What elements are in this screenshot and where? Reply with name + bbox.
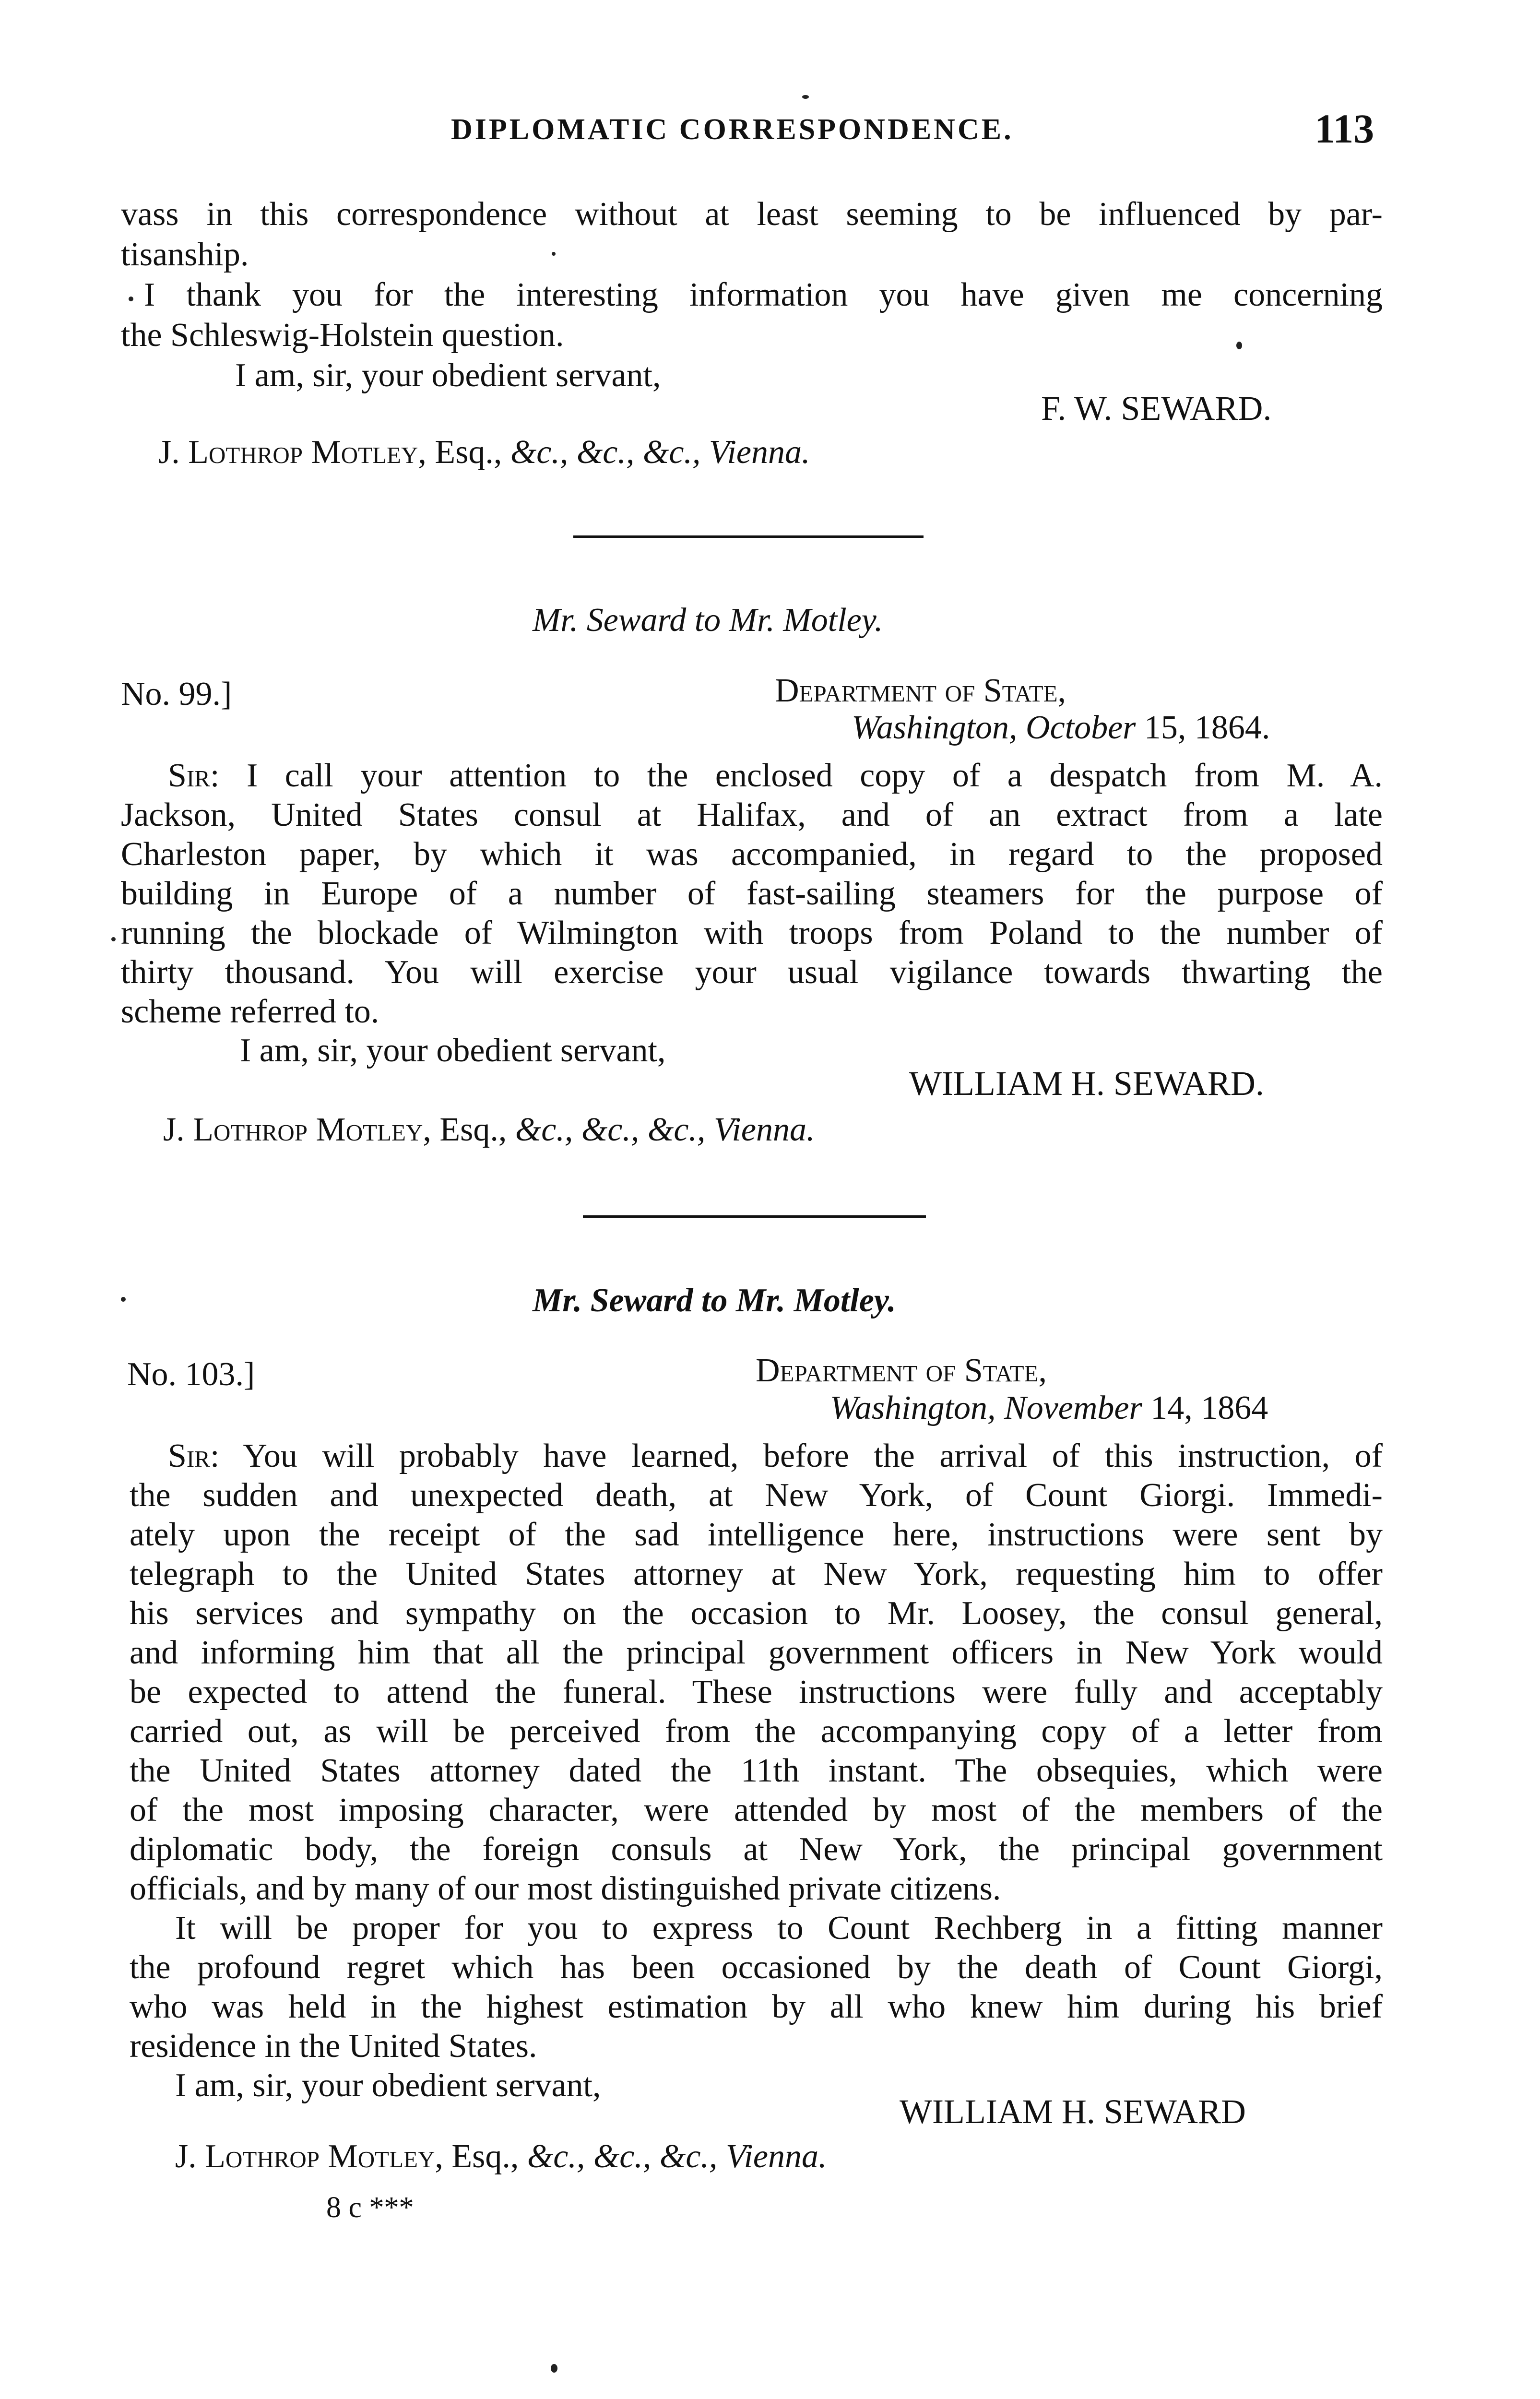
letter-99-body-line-3: Charleston paper, by which it was accompanied, in regard to the proposed	[121, 836, 1383, 873]
salutation: Sir	[168, 757, 210, 794]
letter-99-heading: Mr. Seward to Mr. Motley.	[533, 602, 883, 639]
print-speck	[129, 297, 133, 301]
addressee-name: J. Lothrop Motley	[175, 2138, 435, 2175]
letter-103-body-line-6: and informing him that all the principal government officers in New York would	[130, 1634, 1383, 1671]
letter-103-addressee	[175, 2140, 827, 2173]
letter-103-body-line-11: diplomatic body, the foreign consuls at New York, the principal government	[130, 1831, 1383, 1868]
letter-103-date	[830, 1391, 1268, 1425]
letter-99-body-line-5: running the blockade of Wilmington with troops from Poland to the number of	[121, 914, 1383, 951]
letter-103-body-line-12: officials, and by many of our most distinguished private citizens.	[130, 1870, 1001, 1907]
date-month: November	[1004, 1390, 1142, 1426]
addressee-etc: &c., &c., &c., Vienna.	[510, 434, 810, 471]
letter-103-department: Department of State,	[756, 1352, 1047, 1389]
addressee-suffix: , Esq.,	[435, 2138, 527, 2175]
letter-99-closing: I am, sir, your obedient servant,	[240, 1032, 666, 1069]
date-place: Washington,	[830, 1390, 1005, 1426]
continuation-line-1: vass in this correspondence without at least seeming to be influenced by par-	[121, 196, 1383, 233]
letter-103-number: No. 103.]	[127, 1356, 255, 1393]
print-speck	[802, 95, 809, 99]
addressee-name: J. Lothrop Motley	[158, 434, 418, 471]
salutation: Sir	[168, 1437, 210, 1474]
continuation-line-3: I thank you for the interesting information you have given me concerning	[144, 276, 1383, 313]
letter-99-department: Department of State,	[775, 672, 1066, 709]
print-speck	[121, 1297, 126, 1302]
continuation-line-4: the Schleswig-Holstein question.	[121, 317, 564, 354]
letter-99-date	[852, 711, 1270, 745]
letter-103-body-line-2: the sudden and unexpected death, at New York, of Count Giorgi. Immedi-	[130, 1477, 1383, 1514]
letter-103-body-line-9: the United States attorney dated the 11th instant. The obsequies, which were	[130, 1752, 1383, 1789]
page-number: 113	[1315, 106, 1374, 152]
letter-99-addressee	[163, 1113, 815, 1147]
body-text: : I call your attention to the enclosed copy of a despatch from M. A.	[210, 757, 1383, 794]
print-speck	[552, 252, 556, 256]
print-speck	[111, 937, 116, 941]
letter-103-body-line-8: carried out, as will be perceived from the accompanying copy of a letter from	[130, 1713, 1383, 1750]
letter-103-para2-line-4: residence in the United States.	[130, 2028, 537, 2065]
section-divider-2	[583, 1215, 926, 1218]
letter-99-body-line-2: Jackson, United States consul at Halifax, and of an extract from a late	[121, 796, 1383, 833]
continuation-line-2: tisanship.	[121, 236, 249, 273]
body-text: : You will probably have learned, before the arrival of this instruction, of	[210, 1437, 1383, 1474]
letter-103-body-line-1	[168, 1439, 1383, 1473]
running-title: DIPLOMATIC CORRESPONDENCE.	[451, 113, 1014, 146]
print-speck	[1236, 342, 1242, 349]
addressee-etc: &c., &c., &c., Vienna.	[527, 2138, 827, 2175]
letter-99-body-line-7: scheme referred to.	[121, 993, 379, 1030]
letter-103-body-line-5: his services and sympathy on the occasion to Mr. Loosey, the consul general,	[130, 1595, 1383, 1632]
printer-signature-mark: 8 c ***	[326, 2191, 414, 2224]
letter-99-body-line-1	[168, 759, 1383, 793]
letter-103-closing: I am, sir, your obedient servant,	[175, 2067, 601, 2104]
date-rest: 15, 1864.	[1136, 709, 1270, 746]
letter-103-signature: WILLIAM H. SEWARD	[900, 2092, 1246, 2131]
letter-99-signature: WILLIAM H. SEWARD.	[909, 1064, 1264, 1103]
letter-103-body-line-7: be expected to attend the funeral. These instructions were fully and acceptably	[130, 1674, 1383, 1710]
letter-99-number: No. 99.]	[121, 676, 232, 713]
section-divider-1	[573, 535, 924, 538]
letter-99-body-line-6: thirty thousand. You will exercise your usual vigilance towards thwarting the	[121, 954, 1383, 991]
continuation-signature: F. W. SEWARD.	[1041, 389, 1272, 428]
addressee-suffix: , Esq.,	[418, 434, 510, 471]
date-month: October	[1026, 709, 1136, 746]
addressee-etc: &c., &c., &c., Vienna.	[515, 1111, 815, 1148]
letter-103-para2-line-3: who was held in the highest estimation by all who knew him during his brief	[130, 1988, 1383, 2025]
continuation-closing: I am, sir, your obedient servant,	[235, 357, 661, 394]
print-speck	[551, 2364, 557, 2373]
letter-99-body-line-4: building in Europe of a number of fast-sailing steamers for the purpose of	[121, 875, 1383, 912]
letter-103-para2-line-2: the profound regret which has been occasioned by the death of Count Giorgi,	[130, 1949, 1383, 1986]
addressee-suffix: , Esq.,	[423, 1111, 515, 1148]
letter-103-para2-line-1: It will be proper for you to express to Count Rechberg in a fitting manner	[175, 1910, 1383, 1947]
letter-103-body-line-4: telegraph to the United States attorney at New York, requesting him to offer	[130, 1556, 1383, 1592]
date-rest: 14, 1864	[1142, 1390, 1268, 1426]
continuation-addressee	[158, 436, 810, 469]
letter-103-heading: Mr. Seward to Mr. Motley.	[533, 1282, 896, 1319]
date-place: Washington,	[852, 709, 1026, 746]
addressee-name: J. Lothrop Motley	[163, 1111, 423, 1148]
letter-103-body-line-3: ately upon the receipt of the sad intelligence here, instructions were sent by	[130, 1516, 1383, 1553]
letter-103-body-line-10: of the most imposing character, were attended by most of the members of the	[130, 1792, 1383, 1829]
